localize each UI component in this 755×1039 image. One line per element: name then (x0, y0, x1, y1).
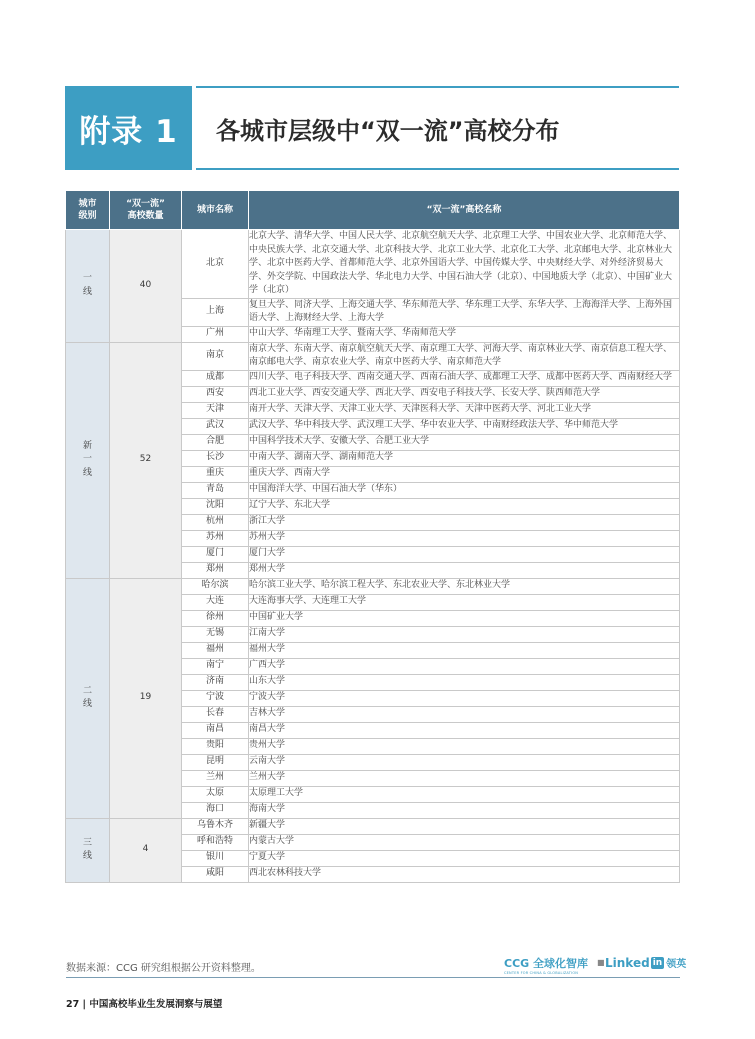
tier-label: 三 线 (66, 818, 110, 882)
university-list: 中国矿业大学 (249, 610, 680, 626)
table-row (66, 230, 680, 299)
header-count: “双一流” 高校数量 (110, 191, 182, 230)
city-name: 武汉 (182, 418, 249, 434)
city-name: 兰州 (182, 770, 249, 786)
linkedin-logo-cn: 领英 (666, 959, 687, 970)
university-list: 北京大学、清华大学、中国人民大学、北京航空航天大学、北京理工大学、中国农业大学、北京师范大学、中央民族大学、北京交通大学、北京科技大学、北京工业大学、北京化工大学、北京邮电大学、北京林业大学、北京中医药大学、首都师范大学、北京外国语大学、中国传媒大学、中央财经大学、对外经济贸易大学、外交学院、中国政法大学、华北电力大学、中国石油大学（北京）、中国地质大学（北京）、中国矿业大学（北京） (249, 230, 680, 299)
university-list: 广西大学 (249, 658, 680, 674)
university-list: 苏州大学 (249, 530, 680, 546)
city-name: 太原 (182, 786, 249, 802)
universities-table (65, 190, 680, 883)
city-name: 郑州 (182, 562, 249, 578)
page-footer (66, 996, 222, 1010)
header-tier: 城市 级别 (66, 191, 110, 230)
university-list: 重庆大学、西南大学 (249, 466, 680, 482)
university-list: 内蒙古大学 (249, 834, 680, 850)
university-list: 中南大学、湖南大学、湖南师范大学 (249, 450, 680, 466)
linkedin-logo-text: Linked (605, 955, 650, 970)
table-row (66, 818, 680, 834)
book-title: 中国高校毕业生发展洞察与展望 (89, 999, 223, 1010)
table-row (66, 342, 680, 370)
university-list: 太原理工大学 (249, 786, 680, 802)
city-name: 海口 (182, 802, 249, 818)
city-name: 南京 (182, 342, 249, 370)
university-list: 南京大学、东南大学、南京航空航天大学、南京理工大学、河海大学、南京林业大学、南京信息工程大学、南京邮电大学、南京农业大学、南京中医药大学、南京师范大学 (249, 342, 680, 370)
university-list: 中山大学、华南理工大学、暨南大学、华南师范大学 (249, 326, 680, 342)
university-list: 西北工业大学、西安交通大学、西北大学、西安电子科技大学、长安大学、陕西师范大学 (249, 386, 680, 402)
city-name: 哈尔滨 (182, 578, 249, 594)
table-row (66, 578, 680, 594)
city-name: 徐州 (182, 610, 249, 626)
university-list: 贵州大学 (249, 738, 680, 754)
tier-count: 4 (110, 818, 182, 882)
city-name: 苏州 (182, 530, 249, 546)
footer-divider (66, 977, 680, 978)
city-name: 长沙 (182, 450, 249, 466)
header-city: 城市名称 (182, 191, 249, 230)
table-header-row (66, 191, 680, 230)
city-name: 北京 (182, 230, 249, 299)
city-name: 宁波 (182, 690, 249, 706)
university-list: 郑州大学 (249, 562, 680, 578)
university-list: 兰州大学 (249, 770, 680, 786)
ccg-logo (504, 955, 588, 975)
city-name: 银川 (182, 850, 249, 866)
city-name: 昆明 (182, 754, 249, 770)
city-name: 乌鲁木齐 (182, 818, 249, 834)
city-name: 福州 (182, 642, 249, 658)
university-list: 海南大学 (249, 802, 680, 818)
city-name: 合肥 (182, 434, 249, 450)
city-name: 贵阳 (182, 738, 249, 754)
footer-separator: | (82, 999, 87, 1010)
tier-label: 一 线 (66, 230, 110, 343)
university-list: 江南大学 (249, 626, 680, 642)
university-list: 大连海事大学、大连理工大学 (249, 594, 680, 610)
page-number: 27 (66, 999, 80, 1010)
tier-count: 52 (110, 342, 182, 578)
university-list: 云南大学 (249, 754, 680, 770)
city-name: 长春 (182, 706, 249, 722)
city-name: 济南 (182, 674, 249, 690)
university-list: 南开大学、天津大学、天津工业大学、天津医科大学、天津中医药大学、河北工业大学 (249, 402, 680, 418)
university-list: 辽宁大学、东北大学 (249, 498, 680, 514)
university-list: 中国海洋大学、中国石油大学（华东） (249, 482, 680, 498)
city-name: 大连 (182, 594, 249, 610)
university-list: 新疆大学 (249, 818, 680, 834)
tier-count: 40 (110, 230, 182, 343)
city-name: 杭州 (182, 514, 249, 530)
university-list: 哈尔滨工业大学、哈尔滨工程大学、东北农业大学、东北林业大学 (249, 578, 680, 594)
city-name: 咸阳 (182, 866, 249, 882)
city-name: 青岛 (182, 482, 249, 498)
tier-label: 二 线 (66, 578, 110, 818)
logo-separator-dot: ■ (597, 958, 605, 967)
university-list: 四川大学、电子科技大学、西南交通大学、西南石油大学、成都理工大学、成都中医药大学、西南财经大学 (249, 370, 680, 386)
tier-label: 新 一 线 (66, 342, 110, 578)
city-name: 广州 (182, 326, 249, 342)
university-list: 浙江大学 (249, 514, 680, 530)
city-name: 西安 (182, 386, 249, 402)
city-name: 上海 (182, 298, 249, 326)
university-list: 山东大学 (249, 674, 680, 690)
university-list: 宁夏大学 (249, 850, 680, 866)
page-title: 各城市层级中“双一流”高校分布 (196, 86, 679, 170)
university-list: 复旦大学、同济大学、上海交通大学、华东师范大学、华东理工大学、东华大学、上海海洋大学、上海外国语大学、上海财经大学、上海大学 (249, 298, 680, 326)
city-name: 重庆 (182, 466, 249, 482)
linkedin-logo (605, 955, 686, 970)
city-name: 无锡 (182, 626, 249, 642)
city-name: 沈阳 (182, 498, 249, 514)
university-list: 宁波大学 (249, 690, 680, 706)
university-list: 西北农林科技大学 (249, 866, 680, 882)
university-list: 南昌大学 (249, 722, 680, 738)
source-note: 数据来源：CCG 研究组根据公开资料整理。 (66, 963, 261, 974)
city-name: 南昌 (182, 722, 249, 738)
city-name: 南宁 (182, 658, 249, 674)
linkedin-in-icon: in (652, 957, 663, 968)
city-name: 天津 (182, 402, 249, 418)
university-list: 中国科学技术大学、安徽大学、合肥工业大学 (249, 434, 680, 450)
university-list: 厦门大学 (249, 546, 680, 562)
university-list: 福州大学 (249, 642, 680, 658)
university-list: 吉林大学 (249, 706, 680, 722)
header-universities: “双一流”高校名称 (249, 191, 680, 230)
ccg-logo-subtext: CENTER FOR CHINA & GLOBALIZATION (504, 971, 579, 975)
appendix-tag: 附录 1 (65, 86, 192, 170)
ccg-logo-text: CCG 全球化智库 (504, 957, 589, 970)
city-name: 厦门 (182, 546, 249, 562)
university-list: 武汉大学、华中科技大学、武汉理工大学、华中农业大学、中南财经政法大学、华中师范大学 (249, 418, 680, 434)
city-name: 呼和浩特 (182, 834, 249, 850)
city-name: 成都 (182, 370, 249, 386)
tier-count: 19 (110, 578, 182, 818)
